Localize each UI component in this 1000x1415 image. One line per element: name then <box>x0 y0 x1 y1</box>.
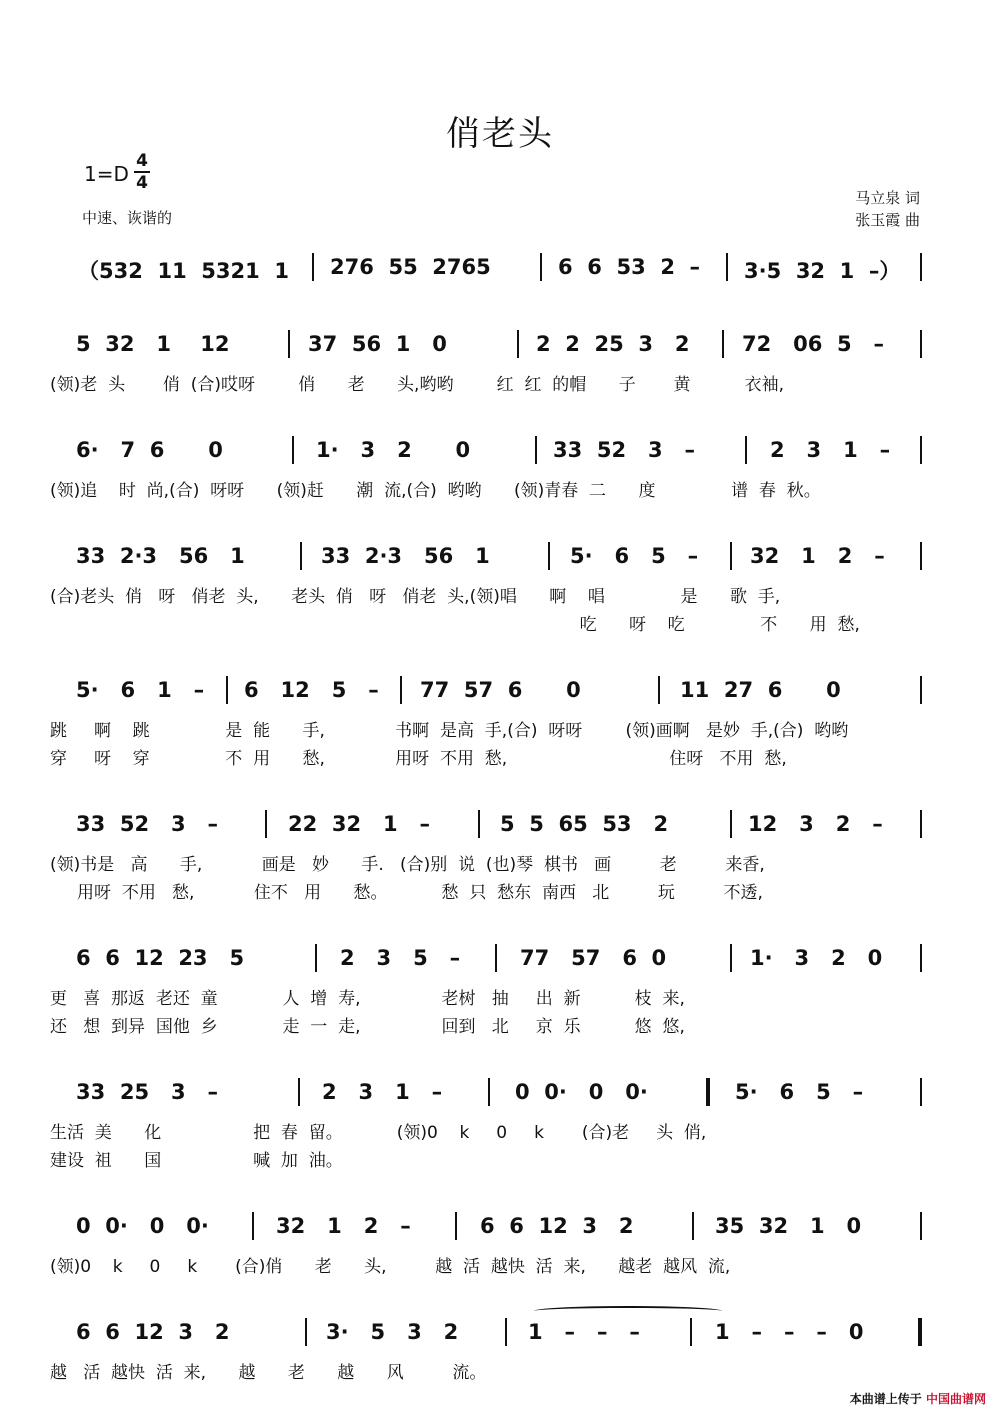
barline <box>292 436 294 464</box>
upload-label: 本曲谱上传于 <box>849 1392 922 1406</box>
barline <box>252 1212 254 1240</box>
measure-notes: 12 3 2 – <box>748 812 883 836</box>
measure-notes: 33 52 3 – <box>76 812 219 836</box>
barline <box>690 1318 692 1346</box>
lyric-line: 建设 祖 国 喊 加 油。 <box>50 1151 343 1171</box>
barline <box>288 330 290 358</box>
lyric-line: 跳 啊 跳 是 能 手, 书啊 是高 手,(合) 呀呀 (领)画啊 是妙 手,(合) 哟哟 <box>50 721 849 741</box>
measure-notes: 6· 7 6 0 <box>76 438 223 462</box>
measure-notes: 22 32 1 – <box>288 812 431 836</box>
barline <box>745 436 747 464</box>
lyric-line: 吃 呀 吃 不 用 愁, <box>50 615 860 635</box>
measure-notes: 1 – – – 0 <box>715 1320 864 1344</box>
measure-notes: 6 6 12 23 5 <box>76 946 245 970</box>
lyric-line: (领)追 时 尚,(合) 呀呀 (领)赶 潮 流,(合) 哟哟 (领)青春 二 度 谱 春 秋。 <box>50 481 821 501</box>
time-signature-top: 4 <box>136 151 148 171</box>
barline <box>312 253 314 281</box>
barline <box>478 810 480 838</box>
measure-notes: 5· 6 1 – <box>76 678 205 702</box>
barline <box>920 810 922 838</box>
barline <box>730 944 732 972</box>
measure-notes: 3· 5 3 2 <box>326 1320 459 1344</box>
barline <box>920 676 922 704</box>
barline <box>726 253 728 281</box>
measure-notes: 0 0· 0 0· <box>515 1080 648 1104</box>
measure-notes: 1· 3 2 0 <box>750 946 883 970</box>
barline <box>517 330 519 358</box>
lyric-line: (领)老 头 俏 (合)哎呀 俏 老 头,哟哟 红 红 的帽 子 黄 衣袖, <box>50 375 784 395</box>
measure-notes: 33 25 3 – <box>76 1080 219 1104</box>
barline <box>706 1078 710 1106</box>
measure-notes: 2 3 5 – <box>340 946 461 970</box>
lyric-line: (领)0 k 0 k (合)俏 老 头, 越 活 越快 活 来, 越老 越风 流, <box>50 1257 731 1277</box>
barline <box>920 253 922 281</box>
measure-notes: 37 56 1 0 <box>308 332 447 356</box>
measure-notes: 276 55 2765 <box>330 255 491 279</box>
barline <box>920 1212 922 1240</box>
song-title: 俏老头 <box>446 114 554 154</box>
barline <box>298 1078 300 1106</box>
measure-notes: 32 1 2 – <box>276 1214 411 1238</box>
tempo-marking: 中速、诙谐的 <box>82 209 173 227</box>
barline <box>540 253 542 281</box>
measure-notes: 6 12 5 – <box>244 678 379 702</box>
measure-notes: 5· 6 5 – <box>570 544 699 568</box>
barline <box>730 542 732 570</box>
measure-notes: 5 32 1 12 <box>76 332 230 356</box>
measure-notes: 35 32 1 0 <box>715 1214 862 1238</box>
barline <box>535 436 537 464</box>
measure-notes: 0 0· 0 0· <box>76 1214 209 1238</box>
barline <box>226 676 228 704</box>
barline <box>400 676 402 704</box>
lyric-line: 生活 美 化 把 春 留。 (领)0 k 0 k (合)老 头 俏, <box>50 1123 707 1143</box>
barline <box>918 1318 922 1346</box>
time-signature <box>134 152 150 192</box>
barline <box>920 330 922 358</box>
measure-notes: 5 5 65 53 2 <box>500 812 669 836</box>
measure-notes: 6 6 12 3 2 <box>480 1214 634 1238</box>
measure-notes: 6 6 12 3 2 <box>76 1320 230 1344</box>
barline <box>300 542 302 570</box>
barline <box>722 330 724 358</box>
lyric-line: 更 喜 那返 老还 童 人 增 寿, 老树 抽 出 新 枝 来, <box>50 989 685 1009</box>
key-signature: 1=D <box>84 162 129 186</box>
composer-credit: 张玉霞 曲 <box>855 211 920 229</box>
barline <box>265 810 267 838</box>
barline <box>548 542 550 570</box>
barline <box>920 542 922 570</box>
barline <box>658 676 660 704</box>
barline <box>730 810 732 838</box>
barline <box>488 1078 490 1106</box>
lyricist-credit: 马立泉 词 <box>855 189 920 207</box>
measure-notes: 32 1 2 – <box>750 544 885 568</box>
measure-notes: 33 2·3 56 1 <box>76 544 245 568</box>
lyric-line: (领)书是 高 手, 画是 妙 手. (合)别 说 (也)琴 棋书 画 老 来香, <box>50 855 765 875</box>
measure-notes: 11 27 6 0 <box>680 678 841 702</box>
barline <box>692 1212 694 1240</box>
barline <box>455 1212 457 1240</box>
barline <box>505 1318 507 1346</box>
barline <box>315 944 317 972</box>
barline <box>495 944 497 972</box>
measure-notes: 33 2·3 56 1 <box>321 544 490 568</box>
tie-arc <box>534 1306 722 1316</box>
measure-notes: 5· 6 5 – <box>735 1080 864 1104</box>
barline <box>305 1318 307 1346</box>
barline <box>920 944 922 972</box>
measure-notes: 1 – – – <box>528 1320 640 1344</box>
lyric-line: 穿 呀 穿 不 用 愁, 用呀 不用 愁, 住呀 不用 愁, <box>50 749 787 769</box>
measure-notes: （532 11 5321 1 <box>78 259 289 283</box>
lyric-line: (合)老头 俏 呀 俏老 头, 老头 俏 呀 俏老 头,(领)唱 啊 唱 是 歌 手, <box>50 587 781 607</box>
measure-notes: 77 57 6 0 <box>520 946 667 970</box>
lyric-line: 还 想 到异 国他 乡 走 一 走, 回到 北 京 乐 悠 悠, <box>50 1017 685 1037</box>
measure-notes: 77 57 6 0 <box>420 678 581 702</box>
measure-notes: 2 2 25 3 2 <box>536 332 690 356</box>
site-logo: 中国曲谱网 <box>925 1392 986 1406</box>
measure-notes: 33 52 3 – <box>553 438 696 462</box>
measure-notes: 2 3 1 – <box>322 1080 443 1104</box>
measure-notes: 72 06 5 – <box>742 332 885 356</box>
lyric-line: 越 活 越快 活 来, 越 老 越 风 流。 <box>50 1363 487 1383</box>
footer <box>850 1390 986 1407</box>
barline <box>920 436 922 464</box>
time-signature-bottom: 4 <box>136 173 148 193</box>
measure-notes: 1· 3 2 0 <box>316 438 471 462</box>
lyric-line: 用呀 不用 愁, 住不 用 愁。 愁 只 愁东 南西 北 玩 不透, <box>50 883 763 903</box>
barline <box>920 1078 922 1106</box>
measure-notes: 3·5 32 1 –） <box>744 259 901 283</box>
measure-notes: 6 6 53 2 – <box>558 255 701 279</box>
measure-notes: 2 3 1 – <box>770 438 891 462</box>
